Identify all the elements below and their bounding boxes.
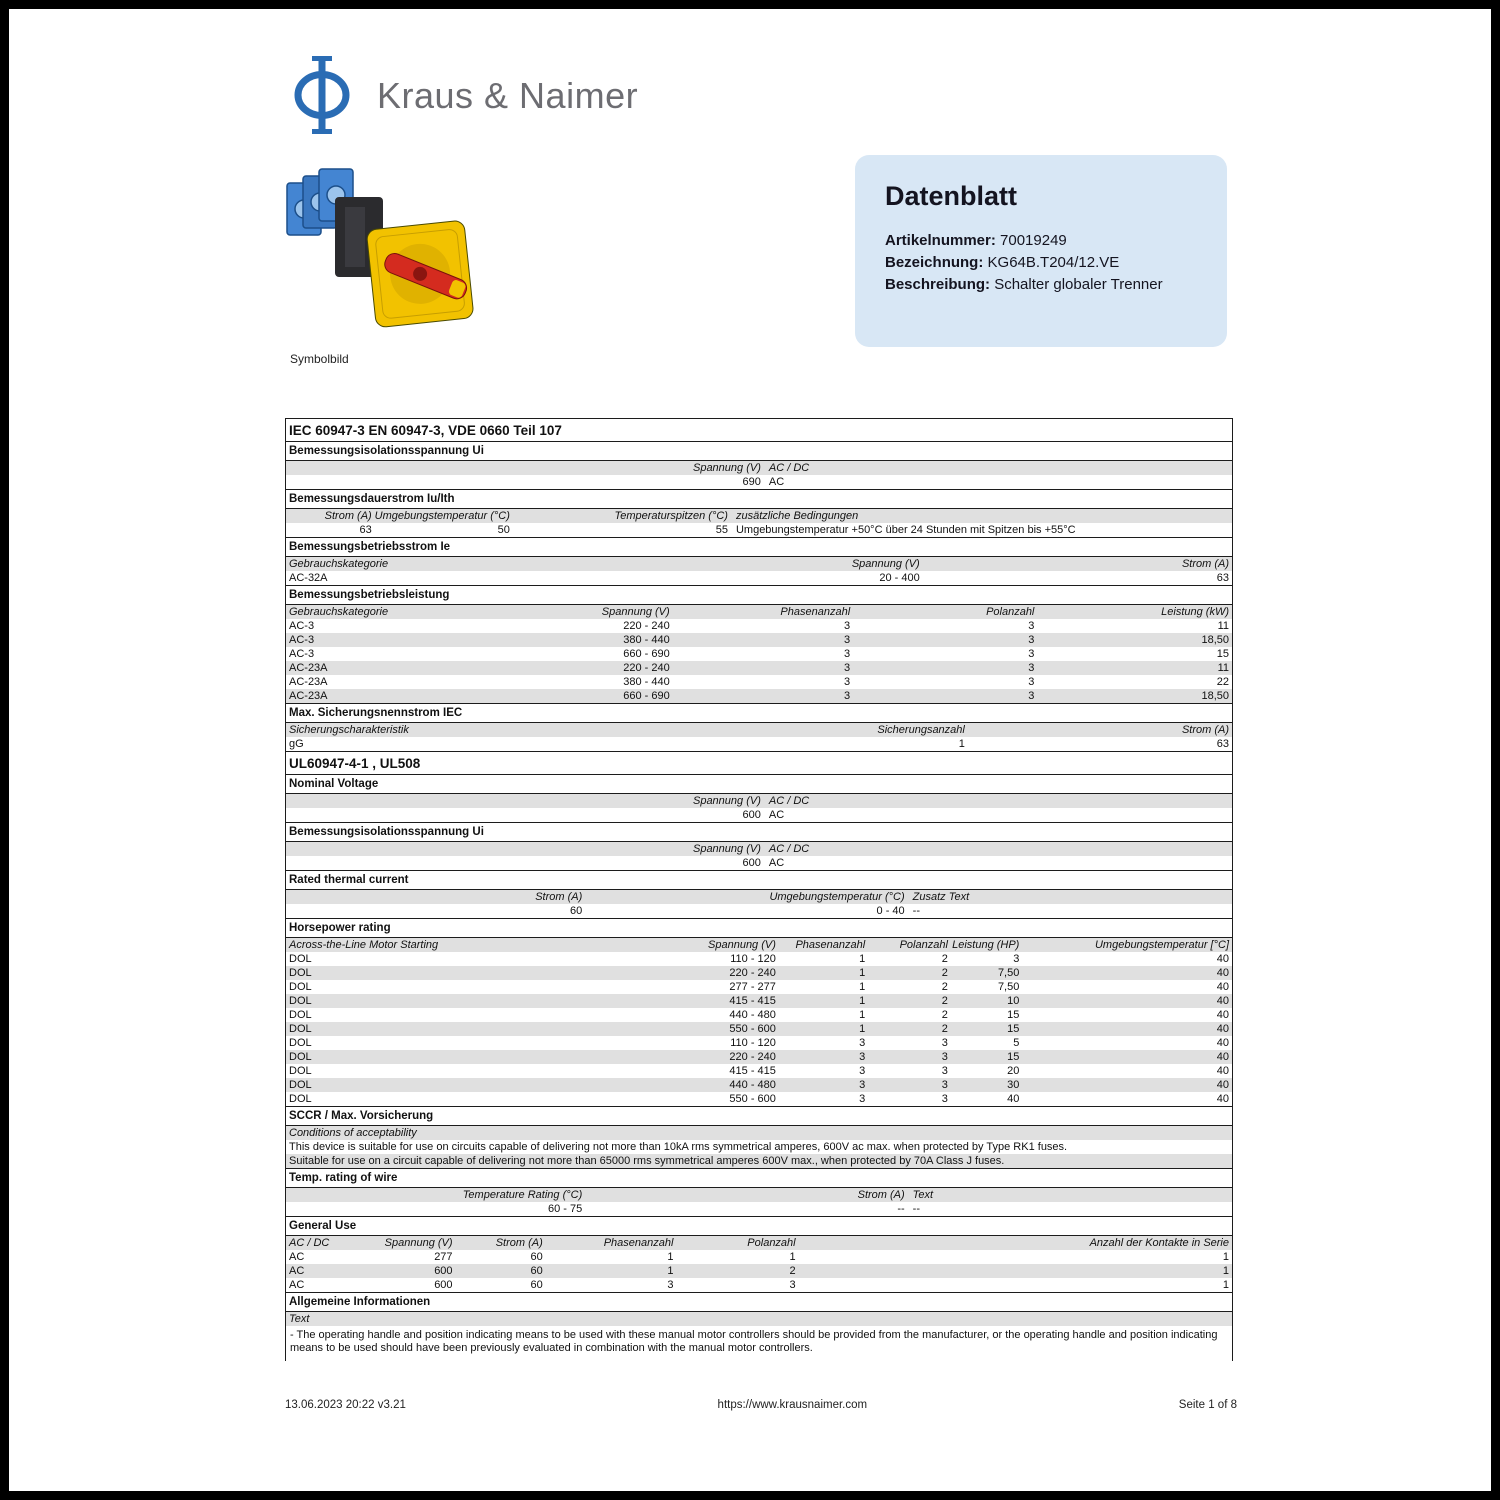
field-value: 70019249 — [1000, 232, 1067, 249]
table-cell: 11 — [1217, 661, 1229, 674]
table-cell: 15 — [1007, 1008, 1020, 1021]
table-header-row — [286, 794, 1232, 808]
table-cell: AC-3 — [289, 619, 315, 632]
table-cell: Zusatz Text — [912, 890, 970, 903]
table-cell: 3 — [844, 619, 851, 632]
table-row — [286, 619, 1232, 633]
table-cell: 1 — [859, 980, 866, 993]
table-cell: 60 — [530, 1250, 543, 1263]
table-row — [286, 523, 1232, 537]
table-cell: 2 — [941, 952, 948, 965]
table-row — [286, 661, 1232, 675]
table-cell: 63 — [359, 523, 372, 536]
table-row — [286, 952, 1232, 966]
table-row — [286, 1078, 1232, 1092]
table-row — [286, 966, 1232, 980]
table-cell: 1 — [859, 1008, 866, 1021]
table-cell: Umgebungstemperatur (°C) — [769, 890, 905, 903]
table-cell: AC — [289, 1250, 305, 1263]
table-header-row — [286, 461, 1232, 475]
field-label: Bezeichnung: — [885, 254, 984, 271]
table-cell: AC / DC — [768, 794, 810, 807]
table-cell: 50 — [497, 523, 510, 536]
table-cell: 63 — [1216, 737, 1229, 750]
table-cell: Strom (A) — [535, 890, 583, 903]
table-cell: DOL — [289, 1078, 312, 1091]
table-cell: 60 - 75 — [548, 1202, 583, 1215]
table-cell: Umgebungstemperatur [°C] — [1094, 938, 1229, 951]
table-cell: Spannung (V) — [708, 938, 776, 951]
table-cell: 3 — [844, 661, 851, 674]
table-cell: 3 — [859, 1078, 866, 1091]
table-cell: 40 — [1216, 1078, 1229, 1091]
table-row — [286, 571, 1232, 585]
table-cell: 40 — [1216, 980, 1229, 993]
table-cell: 220 - 240 — [729, 966, 776, 979]
table-cell: 40 — [1216, 1008, 1229, 1021]
table-cell: Phasenanzahl — [603, 1236, 674, 1249]
table-cell: This device is suitable for use on circuits capable of delivering not more than 10kA rms symmetrical amperes, 600V ac max. when protected by Type RK1 fuses. — [289, 1140, 1068, 1153]
table-cell: 11 — [1217, 619, 1229, 632]
table-row — [286, 1140, 1232, 1154]
table-header-row — [286, 509, 1232, 523]
table-cell: 220 - 240 — [623, 661, 670, 674]
table-cell: 60 — [530, 1264, 543, 1277]
table-cell: 1 — [789, 1250, 796, 1263]
table-cell: 15 — [1007, 1050, 1020, 1063]
table-cell: Strom (A) — [324, 509, 372, 522]
table-row — [286, 1092, 1232, 1106]
table-cell: 40 — [1216, 1092, 1229, 1105]
section-title: SCCR / Max. Vorsicherung — [286, 1106, 1232, 1126]
table-cell: 40 — [1216, 994, 1229, 1007]
table-cell: 277 - 277 — [729, 980, 776, 993]
table-cell: Strom (A) — [1181, 723, 1229, 736]
table-cell: 380 - 440 — [623, 633, 670, 646]
table-cell: DOL — [289, 1036, 312, 1049]
table-cell: Phasenanzahl — [780, 605, 851, 618]
section-title: Allgemeine Informationen — [286, 1292, 1232, 1312]
table-cell: Leistung (kW) — [1161, 605, 1229, 618]
table-cell: Polanzahl — [899, 938, 948, 951]
table-cell: 110 - 120 — [730, 952, 776, 965]
table-cell: DOL — [289, 980, 312, 993]
brand-name: Kraus & Naimer — [377, 75, 639, 116]
table-row — [286, 1264, 1232, 1278]
table-cell: 600 — [434, 1278, 453, 1291]
table-row — [286, 633, 1232, 647]
table-cell: 3 — [1013, 952, 1020, 965]
datenblatt-panel — [855, 155, 1227, 347]
table-cell: 2 — [941, 994, 948, 1007]
table-cell: 40 — [1216, 1050, 1229, 1063]
section-title: Max. Sicherungsnennstrom IEC — [286, 703, 1232, 723]
table-cell: AC — [289, 1278, 305, 1291]
table-cell: 3 — [667, 1278, 674, 1291]
table-cell: 30 — [1007, 1078, 1020, 1091]
table-cell: Temperaturspitzen (°C) — [614, 509, 728, 522]
footer-date-version: 13.06.2023 20:22 v3.21 — [285, 1399, 406, 1411]
table-cell: DOL — [289, 1064, 312, 1077]
table-row — [286, 1154, 1232, 1168]
table-cell: 3 — [859, 1050, 866, 1063]
table-cell: 3 — [941, 1078, 948, 1091]
table-cell: 1 — [859, 952, 866, 965]
symbolbild-caption: Symbolbild — [290, 352, 349, 366]
table-header-row — [286, 938, 1232, 952]
table-cell: 3 — [941, 1092, 948, 1105]
table-cell: AC-3 — [289, 633, 315, 646]
article-number-field — [885, 230, 1197, 252]
table-cell: AC — [289, 1264, 305, 1277]
table-header-row — [286, 723, 1232, 737]
table-cell: 3 — [859, 1036, 866, 1049]
table-cell: 3 — [1028, 619, 1035, 632]
section-title: Bemessungsisolationsspannung Ui — [286, 442, 1232, 461]
table-header-row — [286, 1188, 1232, 1202]
table-cell: Anzahl der Kontakte in Serie — [1089, 1236, 1229, 1249]
table-cell: Leistung (HP) — [952, 938, 1020, 951]
table-cell: 660 - 690 — [623, 689, 670, 702]
table-cell: Polanzahl — [747, 1236, 796, 1249]
table-cell: 600 — [742, 856, 761, 869]
table-cell: Phasenanzahl — [795, 938, 866, 951]
table-header-row — [286, 1126, 1232, 1140]
table-row — [286, 1202, 1232, 1216]
field-label: Artikelnummer: — [885, 232, 996, 249]
table-row — [286, 1250, 1232, 1264]
table-cell: 110 - 120 — [730, 1036, 776, 1049]
page-footer — [285, 1399, 1237, 1411]
table-header-row — [286, 605, 1232, 619]
table-cell: DOL — [289, 1092, 312, 1105]
table-cell: 1 — [958, 737, 965, 750]
description-field — [885, 274, 1197, 296]
table-cell: Text — [912, 1188, 934, 1201]
table-cell: 15 — [1216, 647, 1229, 660]
table-cell: Umgebungstemperatur (°C) — [374, 509, 510, 522]
table-cell: gG — [289, 737, 304, 750]
table-cell: 1 — [1222, 1278, 1229, 1291]
table-cell: zusätzliche Bedingungen — [735, 509, 859, 522]
table-cell: 690 — [742, 475, 761, 488]
table-cell: 3 — [1028, 675, 1035, 688]
table-cell: 3 — [1028, 689, 1035, 702]
section-title: Rated thermal current — [286, 870, 1232, 890]
table-cell: Suitable for use on a circuit capable of delivering not more than 65000 rms symmetrical amperes 600V max., when protected by 70A Class J fuses. — [289, 1154, 1005, 1167]
table-cell: 600 — [742, 808, 761, 821]
section-title: General Use — [286, 1216, 1232, 1236]
section-title: Bemessungsbetriebsleistung — [286, 585, 1232, 605]
table-cell: AC — [768, 856, 785, 869]
table-cell: 1 — [667, 1264, 674, 1277]
table-cell: 60 — [530, 1278, 543, 1291]
table-cell: Sicherungscharakteristik — [289, 723, 409, 736]
table-cell: Strom (A) — [495, 1236, 543, 1249]
table-cell: Spannung (V) — [692, 842, 761, 855]
table-cell: 380 - 440 — [623, 675, 670, 688]
table-cell: 3 — [941, 1050, 948, 1063]
table-row — [286, 904, 1232, 918]
table-cell: 3 — [789, 1278, 796, 1291]
table-cell: -- — [897, 1202, 905, 1215]
table-cell: -- — [912, 1202, 920, 1215]
table-cell: 55 — [715, 523, 728, 536]
table-cell: 1 — [859, 966, 866, 979]
table-cell: Polanzahl — [986, 605, 1035, 618]
table-cell: 3 — [1028, 661, 1035, 674]
table-cell: Across-the-Line Motor Starting — [289, 938, 439, 951]
table-cell: 277 — [434, 1250, 453, 1263]
table-cell: 220 - 240 — [623, 619, 670, 632]
table-cell: -- — [912, 904, 920, 917]
table-row — [286, 1022, 1232, 1036]
table-cell: 10 — [1007, 994, 1020, 1007]
table-header-row — [286, 1312, 1232, 1326]
table-cell: DOL — [289, 966, 312, 979]
section-title-iec: IEC 60947-3 EN 60947-3, VDE 0660 Teil 107 — [286, 418, 1232, 442]
table-cell: 2 — [941, 966, 948, 979]
field-label: Beschreibung: — [885, 276, 991, 293]
table-cell: AC-32A — [289, 571, 328, 584]
table-cell: 7,50 — [997, 966, 1020, 979]
table-header-row — [286, 1236, 1232, 1250]
table-cell: 415 - 415 — [729, 994, 776, 1007]
table-cell: 40 — [1216, 1064, 1229, 1077]
table-cell: 20 — [1007, 1064, 1020, 1077]
table-cell: AC — [768, 808, 785, 821]
page-title: Datenblatt — [885, 181, 1018, 211]
table-row — [286, 1008, 1232, 1022]
table-cell: 40 — [1216, 1036, 1229, 1049]
table-cell: Gebrauchskategorie — [289, 557, 389, 570]
table-cell: 660 - 690 — [623, 647, 670, 660]
table-cell: 3 — [844, 633, 851, 646]
table-header-row — [286, 890, 1232, 904]
table-cell: AC / DC — [289, 1236, 330, 1249]
table-cell: 3 — [859, 1092, 866, 1105]
table-cell: Text — [289, 1312, 310, 1325]
table-cell: 3 — [1028, 647, 1035, 660]
section-title: Nominal Voltage — [286, 775, 1232, 794]
field-value: Schalter globaler Trenner — [994, 276, 1163, 293]
spec-table — [285, 418, 1233, 1361]
table-cell: AC-23A — [289, 661, 328, 674]
table-cell: 3 — [1028, 633, 1035, 646]
section-title: Bemessungsbetriebsstrom Ie — [286, 537, 1232, 557]
table-cell: 15 — [1007, 1022, 1020, 1035]
table-cell: 440 - 480 — [729, 1008, 776, 1021]
table-row — [286, 675, 1232, 689]
table-cell: Gebrauchskategorie — [289, 605, 389, 618]
table-cell: 40 — [1007, 1092, 1020, 1105]
table-cell: Sicherungsanzahl — [877, 723, 965, 736]
table-cell: 1 — [1222, 1264, 1229, 1277]
table-cell: Umgebungstemperatur +50°C über 24 Stunden mit Spitzen bis +55°C — [735, 523, 1076, 536]
table-cell: 20 - 400 — [879, 571, 920, 584]
table-cell: 3 — [844, 647, 851, 660]
general-information-text: - The operating handle and position indicating means to be used with these manual motor controllers should be provided from the manufacturer, or the operating handle and position indicating means to be used should have been previously evaluated in combination with the manual motor controllers. — [290, 1329, 1218, 1354]
table-cell: Conditions of acceptability — [289, 1126, 417, 1139]
table-row — [286, 647, 1232, 661]
kraus-naimer-logo-icon — [291, 53, 353, 137]
table-cell: Spannung (V) — [601, 605, 670, 618]
table-cell: 220 - 240 — [729, 1050, 776, 1063]
table-cell: DOL — [289, 1022, 312, 1035]
table-row — [286, 475, 1232, 489]
table-cell: AC / DC — [768, 461, 810, 474]
table-cell: Strom (A) — [857, 1188, 905, 1201]
table-row — [286, 1064, 1232, 1078]
section-title-ul: UL60947-4-1 , UL508 — [286, 751, 1232, 775]
table-cell: DOL — [289, 994, 312, 1007]
section-title: Horsepower rating — [286, 918, 1232, 938]
table-cell: Spannung (V) — [384, 1236, 453, 1249]
table-cell: 3 — [941, 1036, 948, 1049]
table-row — [286, 994, 1232, 1008]
table-cell: 550 - 600 — [729, 1092, 776, 1105]
product-image — [283, 167, 479, 339]
table-cell: 1 — [859, 994, 866, 1007]
field-value: KG64B.T204/12.VE — [987, 254, 1120, 271]
table-cell: 18,50 — [1201, 633, 1229, 646]
table-cell: AC-3 — [289, 647, 315, 660]
table-cell: AC-23A — [289, 675, 328, 688]
table-cell: Spannung (V) — [851, 557, 920, 570]
table-header-row — [286, 842, 1232, 856]
table-cell: Spannung (V) — [692, 461, 761, 474]
table-cell: 40 — [1216, 966, 1229, 979]
table-cell: 1 — [1222, 1250, 1229, 1263]
table-cell: Strom (A) — [1181, 557, 1229, 570]
table-cell: 550 - 600 — [729, 1022, 776, 1035]
table-cell: Spannung (V) — [692, 794, 761, 807]
table-cell: 600 — [434, 1264, 453, 1277]
footer-url: https://www.krausnaimer.com — [717, 1399, 868, 1411]
table-cell: AC — [768, 475, 785, 488]
table-cell: 440 - 480 — [729, 1078, 776, 1091]
table-row — [286, 980, 1232, 994]
table-row — [286, 808, 1232, 822]
table-cell: 5 — [1013, 1036, 1020, 1049]
table-cell: 22 — [1216, 675, 1229, 688]
table-cell: 18,50 — [1201, 689, 1229, 702]
table-cell: 2 — [941, 980, 948, 993]
table-cell: 2 — [941, 1022, 948, 1035]
table-cell: 415 - 415 — [729, 1064, 776, 1077]
designation-field — [885, 252, 1197, 274]
table-cell: 3 — [844, 675, 851, 688]
table-row — [286, 1050, 1232, 1064]
table-cell: 3 — [941, 1064, 948, 1077]
table-cell: 1 — [667, 1250, 674, 1263]
table-cell: 3 — [844, 689, 851, 702]
table-cell: DOL — [289, 952, 312, 965]
section-title: Bemessungsisolationsspannung Ui — [286, 822, 1232, 842]
table-row — [286, 1036, 1232, 1050]
table-cell: 0 - 40 — [876, 904, 905, 917]
table-cell: 2 — [941, 1008, 948, 1021]
table-cell: DOL — [289, 1050, 312, 1063]
table-cell: 40 — [1216, 1022, 1229, 1035]
table-row — [286, 737, 1232, 751]
section-title: Temp. rating of wire — [286, 1168, 1232, 1188]
table-header-row — [286, 557, 1232, 571]
table-row — [286, 1278, 1232, 1292]
table-row — [286, 689, 1232, 703]
table-cell: 63 — [1216, 571, 1229, 584]
table-cell: 3 — [859, 1064, 866, 1077]
table-cell: 7,50 — [997, 980, 1020, 993]
table-cell: 1 — [859, 1022, 866, 1035]
table-cell: 40 — [1216, 952, 1229, 965]
table-cell: DOL — [289, 1008, 312, 1021]
table-cell: 60 — [570, 904, 583, 917]
table-cell: AC-23A — [289, 689, 328, 702]
table-cell: AC / DC — [768, 842, 810, 855]
section-title: Bemessungsdauerstrom Iu/Ith — [286, 489, 1232, 509]
table-cell: 2 — [789, 1264, 796, 1277]
table-row — [286, 856, 1232, 870]
table-cell: Temperature Rating (°C) — [462, 1188, 583, 1201]
footer-page-number: Seite 1 of 8 — [1178, 1399, 1237, 1411]
